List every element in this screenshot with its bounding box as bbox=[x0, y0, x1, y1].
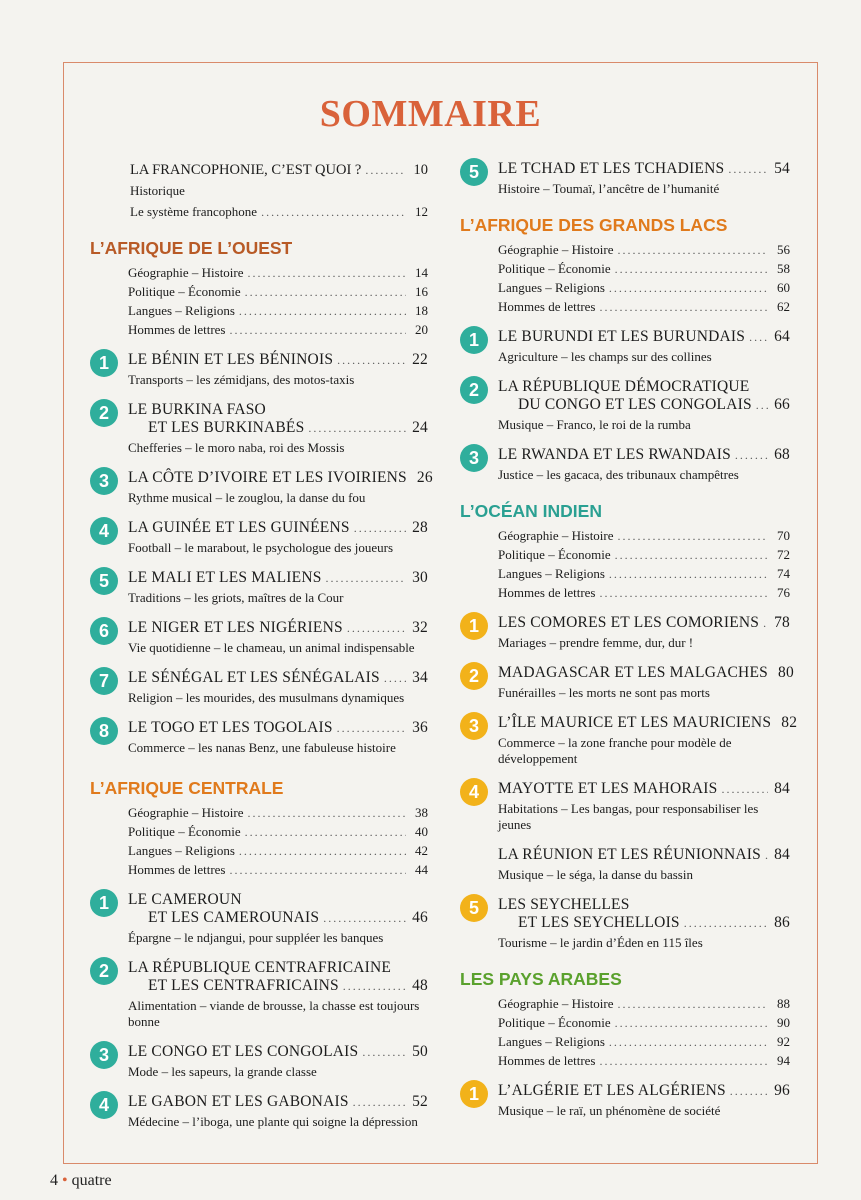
dot-leader bbox=[323, 911, 406, 926]
section-title-lakes: L’AFRIQUE DES GRANDS LACS bbox=[460, 215, 728, 235]
subentry-page: 94 bbox=[777, 1053, 790, 1068]
subentry-page: 92 bbox=[777, 1034, 790, 1049]
toc-subentry[interactable] bbox=[128, 862, 428, 878]
country-subtitle: Musique – le séga, la danse du bassin bbox=[498, 867, 693, 882]
country-title: LA RÉUNION ET LES RÉUNIONNAIS bbox=[498, 846, 761, 863]
country-title-line bbox=[498, 328, 790, 346]
toc-subentry[interactable] bbox=[498, 585, 790, 601]
country-entry[interactable] bbox=[88, 669, 428, 706]
chapter-number-badge: 2 bbox=[90, 399, 118, 427]
country-title-line1: LA RÉPUBLIQUE CENTRAFRICAINE bbox=[128, 959, 392, 976]
country-subtitle: Alimentation – viande de brousse, la chasse est toujours bonne bbox=[128, 998, 420, 1029]
country-page: 96 bbox=[774, 1082, 790, 1099]
toc-subentry[interactable]: Le système francophone ..... 12 bbox=[130, 204, 428, 220]
section-title-central: L’AFRIQUE CENTRALE bbox=[90, 778, 284, 798]
country-page: 54 bbox=[774, 160, 790, 177]
subentry-page: 62 bbox=[777, 299, 790, 314]
country-page: 82 bbox=[781, 714, 798, 731]
chapter-number-badge: 7 bbox=[90, 667, 118, 695]
country-title-line bbox=[128, 569, 428, 587]
subentry-title: Géographie – Histoire bbox=[498, 528, 614, 543]
country-title: LE CONGO ET LES CONGOLAIS bbox=[128, 1043, 359, 1060]
country-title-line bbox=[128, 619, 428, 637]
dot-leader bbox=[730, 1084, 768, 1099]
lakes-country-list bbox=[458, 328, 790, 483]
dot-leader bbox=[615, 1016, 768, 1031]
country-subtitle: Justice – les gacaca, des tribunaux champêtres bbox=[498, 467, 739, 482]
dot-leader bbox=[308, 421, 406, 436]
right-column bbox=[458, 160, 798, 1119]
country-subtitle: Transports – les zémidjans, des motos-taxis bbox=[128, 372, 355, 387]
country-page: 34 bbox=[412, 669, 428, 686]
country-title-line2: ET LES BURKINABÉS bbox=[148, 419, 305, 436]
subentry-page: 56 bbox=[777, 242, 790, 257]
subentry-page: 44 bbox=[415, 862, 428, 877]
country-title: LA CÔTE D’IVOIRE ET LES IVOIRIENS bbox=[128, 469, 407, 486]
dot-leader bbox=[599, 300, 768, 315]
country-subtitle: Religion – les mourides, des musulmans dynamiques bbox=[128, 690, 405, 705]
dot-leader bbox=[615, 262, 768, 277]
country-page: 36 bbox=[412, 719, 428, 736]
dot-leader bbox=[618, 997, 768, 1012]
country-title-line1: LES SEYCHELLES bbox=[498, 896, 630, 913]
page-footer bbox=[50, 1172, 112, 1190]
toc-subentry[interactable] bbox=[128, 303, 428, 319]
country-title-line2: ET LES CENTRAFRICAINS bbox=[148, 977, 339, 994]
subentry-page: 90 bbox=[777, 1015, 790, 1030]
country-title: MADAGASCAR ET LES MALGACHES bbox=[498, 664, 768, 681]
page-number-word: quatre bbox=[71, 1172, 112, 1189]
country-entry[interactable] bbox=[458, 328, 790, 365]
country-title-line bbox=[128, 669, 428, 687]
arabes-sublist bbox=[458, 996, 790, 1069]
dot-leader bbox=[229, 863, 406, 878]
country-page: 84 bbox=[774, 780, 790, 797]
country-entry[interactable] bbox=[88, 351, 428, 388]
country-page: 26 bbox=[416, 469, 433, 486]
country-title-line bbox=[128, 351, 428, 369]
country-title: LE BURUNDI ET LES BURUNDAIS bbox=[498, 328, 746, 345]
country-page: 68 bbox=[774, 446, 790, 463]
subentry-page: 20 bbox=[415, 322, 428, 337]
country-subtitle: Habitations – Les bangas, pour responsabiliser les jeunes bbox=[498, 801, 759, 832]
country-entry[interactable] bbox=[88, 1043, 428, 1080]
toc-subentry[interactable] bbox=[128, 824, 428, 840]
chapter-number-badge: 1 bbox=[90, 889, 118, 917]
country-title: LES COMORES ET LES COMORIENS bbox=[498, 614, 760, 631]
subentry-title: Hommes de lettres bbox=[128, 322, 226, 337]
dot-leader bbox=[353, 1095, 406, 1110]
chapter-number-badge: 4 bbox=[90, 517, 118, 545]
dot-leader bbox=[326, 571, 406, 586]
dot-leader bbox=[763, 616, 768, 631]
country-entry[interactable] bbox=[88, 1093, 428, 1130]
country-title-line bbox=[128, 977, 428, 995]
country-subtitle: Tourisme – le jardin d’Éden en 115 îles bbox=[498, 935, 703, 950]
dot-leader bbox=[337, 721, 406, 736]
dot-leader bbox=[229, 323, 406, 338]
west-country-list bbox=[88, 351, 433, 756]
country-subtitle: Rythme musical – le zouglou, la danse du fou bbox=[128, 490, 366, 505]
chapter-number-badge: 5 bbox=[460, 158, 488, 186]
dot-leader bbox=[609, 567, 768, 582]
toc-subentry[interactable] bbox=[498, 1015, 790, 1031]
country-title-line2: ET LES SEYCHELLOIS bbox=[518, 914, 680, 931]
subentry-page: 16 bbox=[415, 284, 428, 299]
country-subtitle: Traditions – les griots, maîtres de la Cour bbox=[128, 590, 344, 605]
chapter-number-badge: 4 bbox=[90, 1091, 118, 1119]
chapter-number-badge: 3 bbox=[90, 1041, 118, 1069]
dot-leader bbox=[615, 548, 768, 563]
country-title-line bbox=[128, 419, 428, 437]
country-entry[interactable] bbox=[88, 719, 428, 756]
subentry-title: Politique – Économie bbox=[498, 547, 611, 562]
lakes-sublist bbox=[458, 242, 790, 315]
page-title: SOMMAIRE bbox=[319, 93, 542, 135]
dot-leader bbox=[618, 243, 768, 258]
country-title-line bbox=[128, 469, 433, 487]
toc-subentry[interactable] bbox=[498, 261, 790, 277]
dot-leader bbox=[347, 621, 406, 636]
country-page: 24 bbox=[412, 419, 428, 436]
dot-leader bbox=[599, 586, 768, 601]
country-title-line bbox=[128, 1043, 428, 1061]
country-title: MAYOTTE ET LES MAHORAIS bbox=[498, 780, 718, 797]
country-entry[interactable] bbox=[458, 446, 790, 483]
country-subtitle: Épargne – le ndjangui, pour suppléer les banques bbox=[128, 930, 384, 945]
subentry-title: Langues – Religions bbox=[128, 843, 235, 858]
subentry-title: Politique – Économie bbox=[128, 824, 241, 839]
dot-leader bbox=[239, 304, 406, 319]
country-title-line bbox=[498, 160, 790, 178]
country-title-line1: LE BURKINA FASO bbox=[128, 401, 266, 418]
country-subtitle: Médecine – l’iboga, une plante qui soigne la dépression bbox=[128, 1114, 418, 1129]
country-entry[interactable] bbox=[88, 401, 428, 456]
toc-subentry[interactable] bbox=[498, 547, 790, 563]
subentry-page: 74 bbox=[777, 566, 790, 581]
dot-leader bbox=[337, 353, 406, 368]
country-entry[interactable] bbox=[458, 614, 790, 651]
country-page: 64 bbox=[774, 328, 790, 345]
toc-subentry[interactable] bbox=[498, 242, 790, 258]
country-entry[interactable] bbox=[458, 160, 790, 197]
country-title-line bbox=[128, 519, 428, 537]
chapter-number-badge: 2 bbox=[90, 957, 118, 985]
country-title-line2: DU CONGO ET LES CONGOLAIS bbox=[518, 396, 752, 413]
country-subtitle: Musique – le raï, un phénomène de société bbox=[498, 1103, 721, 1118]
chapter-number-badge: 1 bbox=[460, 326, 488, 354]
country-title: LE RWANDA ET LES RWANDAIS bbox=[498, 446, 731, 463]
toc-subentry[interactable] bbox=[498, 1053, 790, 1069]
section-title-indien: L’OCÉAN INDIEN bbox=[460, 501, 602, 521]
country-title: LE NIGER ET LES NIGÉRIENS bbox=[128, 619, 343, 636]
country-subtitle: Commerce – les nanas Benz, une fabuleuse histoire bbox=[128, 740, 396, 755]
subentry-page: 58 bbox=[777, 261, 790, 276]
country-title: L’ALGÉRIE ET LES ALGÉRIENS bbox=[498, 1082, 726, 1099]
country-subtitle: Funérailles – les morts ne sont pas morts bbox=[498, 685, 710, 700]
country-page: 80 bbox=[778, 664, 794, 681]
country-entry[interactable] bbox=[88, 469, 433, 506]
country-title-line bbox=[498, 846, 790, 864]
left-column bbox=[88, 160, 433, 1130]
subentry-page: 72 bbox=[777, 547, 790, 562]
chapter-number-badge: 2 bbox=[460, 662, 488, 690]
country-subtitle: Musique – Franco, le roi de la rumba bbox=[498, 417, 691, 432]
chapter-number-badge: 5 bbox=[460, 894, 488, 922]
subentry-title: Politique – Économie bbox=[498, 1015, 611, 1030]
section-title-arabes: LES PAYS ARABES bbox=[460, 969, 622, 989]
dot-leader bbox=[749, 330, 768, 345]
toc-subentry[interactable] bbox=[128, 265, 428, 281]
country-subtitle: Agriculture – les champs sur des collines bbox=[498, 349, 712, 364]
country-title-line bbox=[498, 914, 790, 932]
subentry-page: 18 bbox=[415, 303, 428, 318]
country-entry[interactable] bbox=[88, 891, 428, 946]
page-number: 4 bbox=[50, 1172, 58, 1189]
toc-subentry[interactable] bbox=[498, 280, 790, 296]
country-page: 66 bbox=[774, 396, 790, 413]
subentry-title: Hommes de lettres bbox=[498, 585, 596, 600]
country-page: 78 bbox=[774, 614, 790, 631]
chapter-number-badge: 4 bbox=[460, 778, 488, 806]
dot-leader bbox=[354, 521, 406, 536]
country-page: 52 bbox=[412, 1093, 428, 1110]
toc-subentry[interactable] bbox=[498, 299, 790, 315]
subentry-page: 88 bbox=[777, 996, 790, 1011]
central-sublist bbox=[88, 805, 428, 878]
dot-leader bbox=[599, 1054, 768, 1069]
dot-leader bbox=[618, 529, 768, 544]
country-page: 28 bbox=[412, 519, 428, 536]
country-page: 46 bbox=[412, 909, 428, 926]
country-page: 48 bbox=[412, 977, 428, 994]
country-entry[interactable] bbox=[88, 619, 428, 656]
country-title: LE TCHAD ET LES TCHADIENS bbox=[498, 160, 725, 177]
chapter-number-badge: 6 bbox=[90, 617, 118, 645]
country-entry[interactable] bbox=[458, 664, 794, 701]
dot-leader bbox=[248, 806, 406, 821]
country-title-line bbox=[498, 1082, 790, 1100]
dot-leader bbox=[684, 916, 768, 931]
subentry-title: Géographie – Histoire bbox=[128, 265, 244, 280]
country-title-line bbox=[498, 614, 790, 632]
country-entry[interactable] bbox=[458, 1082, 790, 1119]
subentry-page: 40 bbox=[415, 824, 428, 839]
country-title: LE MALI ET LES MALIENS bbox=[128, 569, 322, 586]
subentry-title: Hommes de lettres bbox=[128, 862, 226, 877]
dot-leader bbox=[609, 1035, 768, 1050]
toc-subentry[interactable] bbox=[128, 284, 428, 300]
dot-leader bbox=[245, 285, 406, 300]
dot-leader bbox=[384, 671, 406, 686]
country-subtitle: Commerce – la zone franche pour modèle de développement bbox=[498, 735, 732, 766]
country-title-line1: LA RÉPUBLIQUE DÉMOCRATIQUE bbox=[498, 378, 750, 395]
country-page: 84 bbox=[774, 846, 790, 863]
toc-subentry[interactable] bbox=[128, 322, 428, 338]
country-page: 32 bbox=[412, 619, 428, 636]
subentry-page: 38 bbox=[415, 805, 428, 820]
intro-sublist bbox=[88, 183, 428, 220]
country-title: LE SÉNÉGAL ET LES SÉNÉGALAIS bbox=[128, 669, 380, 686]
toc-subentry[interactable] bbox=[498, 996, 790, 1012]
country-entry[interactable] bbox=[458, 378, 790, 433]
subentry-page: 42 bbox=[415, 843, 428, 858]
country-title-line bbox=[498, 396, 790, 414]
country-page: 86 bbox=[774, 914, 790, 931]
chad-entry bbox=[458, 160, 790, 197]
subentry-title: Géographie – Histoire bbox=[498, 242, 614, 257]
subentry-page: 60 bbox=[777, 280, 790, 295]
toc-subentry[interactable] bbox=[498, 1034, 790, 1050]
chapter-number-badge: 3 bbox=[90, 467, 118, 495]
country-subtitle: Football – le marabout, le psychologue des joueurs bbox=[128, 540, 394, 555]
dot-leader bbox=[728, 162, 768, 177]
indien-sublist bbox=[458, 528, 790, 601]
chapter-number-badge: 1 bbox=[90, 349, 118, 377]
country-subtitle: Mariages – prendre femme, dur, dur ! bbox=[498, 635, 694, 650]
country-title-line bbox=[498, 714, 798, 732]
subentry-title: Langues – Religions bbox=[498, 280, 605, 295]
subentry-title: Langues – Religions bbox=[498, 566, 605, 581]
country-title-line bbox=[498, 664, 794, 682]
country-title-line bbox=[498, 446, 790, 464]
country-title: LE GABON ET LES GABONAIS bbox=[128, 1093, 349, 1110]
dot-leader bbox=[735, 448, 768, 463]
subentry-page: 70 bbox=[777, 528, 790, 543]
arabes-country-list bbox=[458, 1082, 790, 1119]
footer-bullet: • bbox=[62, 1172, 68, 1189]
dot-leader bbox=[245, 825, 406, 840]
toc-subentry[interactable] bbox=[128, 843, 428, 859]
subentry-title: Géographie – Histoire bbox=[498, 996, 614, 1011]
toc-subentry[interactable] bbox=[128, 805, 428, 821]
chapter-number-badge: 3 bbox=[460, 712, 488, 740]
country-title: L’ÎLE MAURICE ET LES MAURICIENS bbox=[498, 714, 772, 731]
toc-subentry[interactable]: Historique bbox=[130, 183, 185, 198]
country-page: 30 bbox=[412, 569, 428, 586]
central-country-list bbox=[88, 891, 428, 1130]
chapter-number-badge: 1 bbox=[460, 1080, 488, 1108]
country-subtitle: Mode – les sapeurs, la grande classe bbox=[128, 1064, 317, 1079]
west-sublist bbox=[88, 265, 428, 338]
country-title-line bbox=[498, 780, 790, 798]
section-title-west: L’AFRIQUE DE L’OUEST bbox=[90, 238, 293, 258]
subentry-title: Langues – Religions bbox=[498, 1034, 605, 1049]
dot-leader bbox=[343, 979, 406, 994]
country-title-line2: ET LES CAMEROUNAIS bbox=[148, 909, 320, 926]
dot-leader bbox=[756, 398, 768, 413]
country-entry[interactable] bbox=[458, 846, 790, 883]
country-title-line1: LE CAMEROUN bbox=[128, 891, 242, 908]
country-entry[interactable] bbox=[88, 569, 428, 606]
chapter-number-badge: 2 bbox=[460, 376, 488, 404]
subentry-title: Politique – Économie bbox=[498, 261, 611, 276]
subentry-title: Langues – Religions bbox=[128, 303, 235, 318]
country-entry[interactable] bbox=[458, 896, 790, 951]
country-title: LE BÉNIN ET LES BÉNINOIS bbox=[128, 351, 334, 368]
country-title-line bbox=[128, 719, 428, 737]
dot-leader bbox=[239, 844, 406, 859]
country-entry[interactable] bbox=[88, 959, 428, 1030]
country-entry[interactable] bbox=[458, 780, 790, 833]
subentry-title: Hommes de lettres bbox=[498, 299, 596, 314]
toc-entry-francophonie[interactable]: LA FRANCOPHONIE, C’EST QUOI ? ..... 10 bbox=[88, 162, 428, 179]
country-entry[interactable] bbox=[458, 714, 798, 767]
dot-leader bbox=[362, 1045, 406, 1060]
dot-leader bbox=[765, 848, 768, 863]
dot-leader bbox=[721, 782, 768, 797]
country-page: 22 bbox=[412, 351, 428, 368]
country-subtitle: Chefferies – le moro naba, roi des Mossis bbox=[128, 440, 345, 455]
chapter-number-badge: 5 bbox=[90, 567, 118, 595]
country-title: LE TOGO ET LES TOGOLAIS bbox=[128, 719, 333, 736]
country-subtitle: Vie quotidienne – le chameau, un animal indispensable bbox=[128, 640, 415, 655]
dot-leader bbox=[248, 266, 406, 281]
chapter-number-badge: 1 bbox=[460, 612, 488, 640]
country-page: 50 bbox=[412, 1043, 428, 1060]
toc-subentry[interactable] bbox=[498, 528, 790, 544]
country-title-line bbox=[128, 1093, 428, 1111]
chapter-number-badge: 8 bbox=[90, 717, 118, 745]
subentry-title: Politique – Économie bbox=[128, 284, 241, 299]
country-entry[interactable] bbox=[88, 519, 428, 556]
subentry-title: Géographie – Histoire bbox=[128, 805, 244, 820]
indien-country-list bbox=[458, 614, 798, 951]
country-title: LA GUINÉE ET LES GUINÉENS bbox=[128, 519, 350, 536]
dot-leader bbox=[609, 281, 768, 296]
subentry-page: 14 bbox=[415, 265, 428, 280]
toc-subentry[interactable] bbox=[498, 566, 790, 582]
chapter-number-badge: 3 bbox=[460, 444, 488, 472]
subentry-title: Hommes de lettres bbox=[498, 1053, 596, 1068]
country-title-line bbox=[128, 909, 428, 927]
country-subtitle: Histoire – Toumaï, l’ancêtre de l’humanité bbox=[498, 181, 720, 196]
subentry-page: 76 bbox=[777, 585, 790, 600]
